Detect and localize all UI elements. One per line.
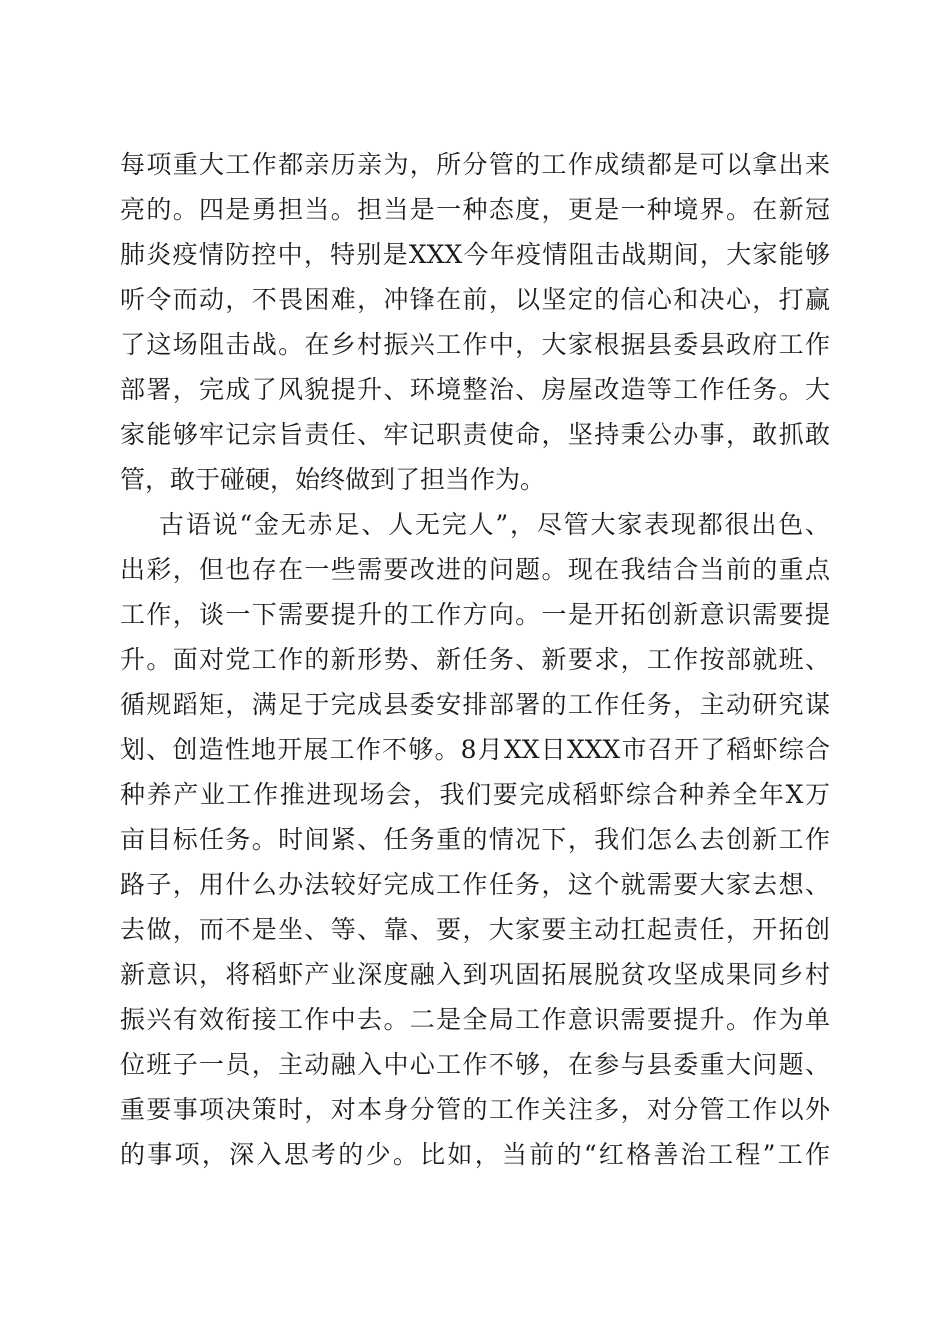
- text-line: 了这场阻击战。在乡村振兴工作中，大家根据县委县政府工作: [120, 330, 830, 359]
- text-line: 振兴有效衔接工作中去。二是全局工作意识需要提升。作为单: [120, 1005, 830, 1034]
- text-line: 路子，用什么办法较好完成工作任务，这个就需要大家去想、: [120, 870, 830, 899]
- text-line: 听令而动，不畏困难，冲锋在前，以坚定的信心和决心，打赢: [120, 285, 830, 314]
- paragraph-1: [120, 142, 830, 502]
- text-line: 种养产业工作推进现场会，我们要完成稻虾综合种养全年X万: [120, 780, 830, 809]
- text-line: 管，敢于碰硬，始终做到了担当作为。: [120, 465, 546, 494]
- text-line: 升。面对党工作的新形势、新任务、新要求，工作按部就班、: [120, 645, 830, 674]
- text-line: 的事项，深入思考的少。比如，当前的“红格善治工程”工作: [120, 1140, 830, 1169]
- text-line: 去做，而不是坐、等、靠、要，大家要主动扛起责任，开拓创: [120, 915, 830, 944]
- text-line: 亮的。四是勇担当。担当是一种态度，更是一种境界。在新冠: [120, 195, 830, 224]
- text-line: 重要事项决策时，对本身分管的工作关注多，对分管工作以外: [120, 1095, 830, 1124]
- text-line: 每项重大工作都亲历亲为，所分管的工作成绩都是可以拿出来: [120, 150, 830, 179]
- text-line: 部署，完成了风貌提升、环境整治、房屋改造等工作任务。大: [120, 375, 830, 404]
- text-line: 家能够牢记宗旨责任、牢记职责使命，坚持秉公办事，敢抓敢: [120, 420, 830, 449]
- text-line: 位班子一员，主动融入中心工作不够，在参与县委重大问题、: [120, 1050, 830, 1079]
- text-line: 古语说“金无赤足、人无完人”，尽管大家表现都很出色、: [159, 510, 830, 539]
- text-line: 新意识，将稻虾产业深度融入到巩固拓展脱贫攻坚成果同乡村: [120, 960, 830, 989]
- text-line: 出彩，但也存在一些需要改进的问题。现在我结合当前的重点: [120, 555, 830, 584]
- text-line: 循规蹈矩，满足于完成县委安排部署的工作任务，主动研究谋: [120, 690, 830, 719]
- text-line: 划、创造性地开展工作不够。8月XX日XXX市召开了稻虾综合: [120, 735, 830, 764]
- text-line: 亩目标任务。时间紧、任务重的情况下，我们怎么去创新工作: [120, 825, 830, 854]
- text-line: 肺炎疫情防控中，特别是XXX今年疫情阻击战期间，大家能够: [120, 240, 830, 269]
- paragraph-2: [120, 502, 830, 1177]
- document-body: [120, 142, 830, 1177]
- text-line: 工作，谈一下需要提升的工作方向。一是开拓创新意识需要提: [120, 600, 830, 629]
